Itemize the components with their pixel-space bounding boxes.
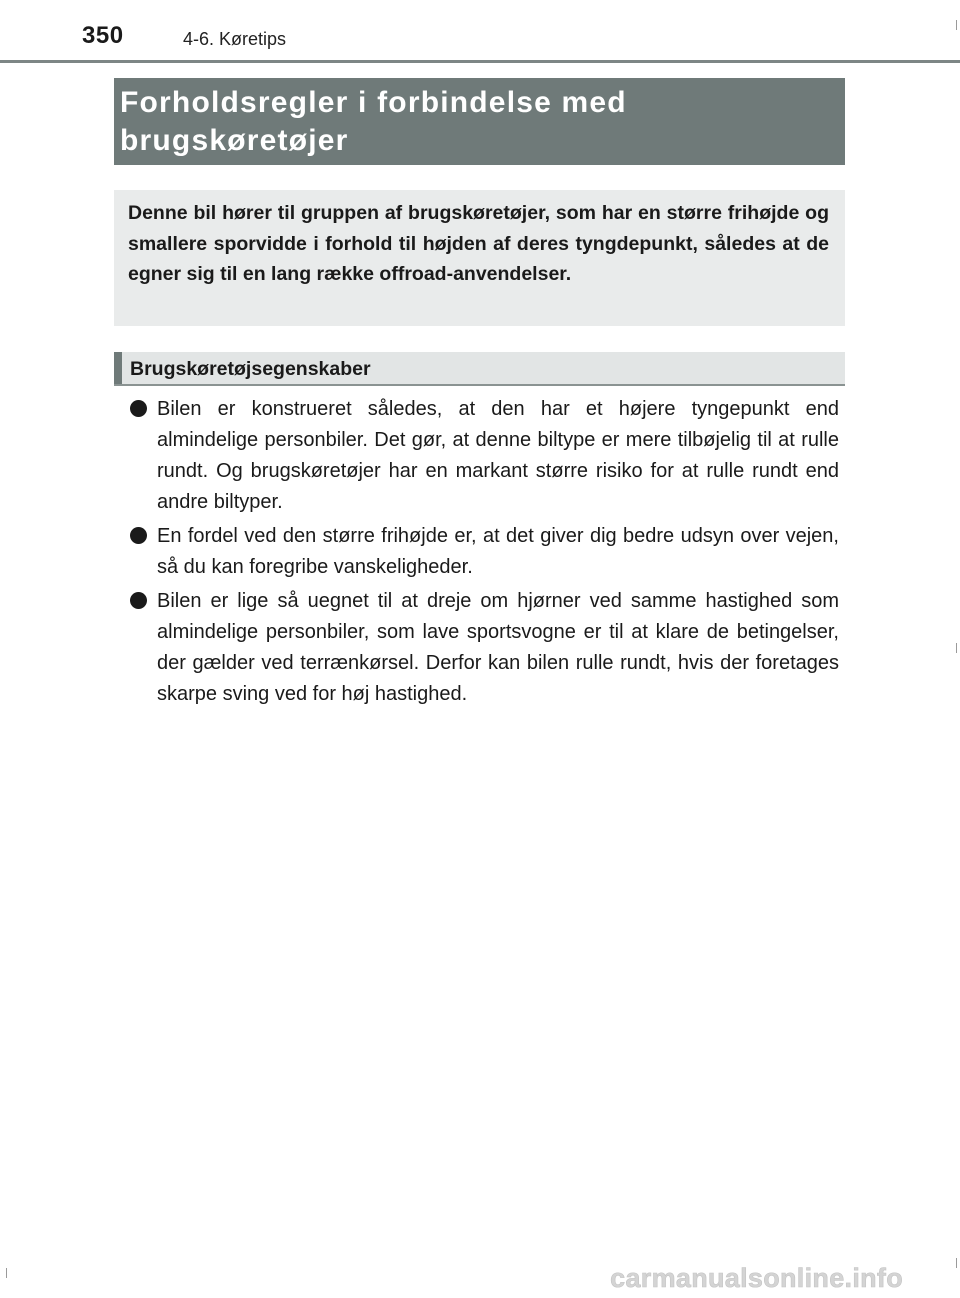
bullet-dot-icon [130, 527, 147, 544]
subheading-text: Brugskøretøjsegenskaber [130, 358, 371, 380]
crop-mark [956, 1258, 957, 1268]
bullet-dot-icon [130, 592, 147, 609]
bullet-text: Bilen er lige så uegnet til at dreje om hjørner ved samme hastighed som almindelige personbiler, som lave sportsvogne er til at klare de betingelser, der gælder ved terrænkørsel. Derfor kan bilen rulle rundt, hvis der foretages skarpe sving ved for høj hastighed. [157, 590, 839, 705]
crop-mark [956, 643, 957, 653]
page-title: Forholdsregler i forbindelse med brugskøretøjer [120, 86, 627, 157]
subheading-accent-bar [114, 352, 122, 384]
bullet-text: En fordel ved den større frihøjde er, at det giver dig bedre udsyn over vejen, så du kan foregribe vanskeligheder. [157, 525, 839, 578]
list-item [128, 394, 839, 518]
bullet-text: Bilen er konstrueret således, at den har et højere tyngepunkt end almindelige personbiler. Det gør, at denne biltype er mere tilbøjelig til at rulle rundt. Og brugskøretøjer har en markant større risiko for at rulle rundt end andre biltyper. [157, 398, 839, 513]
intro-box [114, 190, 845, 326]
list-item [128, 586, 839, 710]
section-label: 4-6. Køretips [183, 29, 287, 49]
title-banner [114, 78, 845, 165]
page-header [0, 0, 960, 64]
list-item [128, 521, 839, 583]
subheading [114, 352, 845, 386]
bullet-dot-icon [130, 400, 147, 417]
intro-text: Denne bil hører til gruppen af brugskøretøjer, som har en større frihøjde og smallere sporvidde i forhold til højden af deres tyngdepunkt, således at de egner sig til en lang række offroad-anvendelser. [128, 202, 829, 285]
bullet-list [128, 394, 839, 713]
header-divider [0, 60, 960, 63]
svg-text:carmanualsonline.info: carmanualsonline.info [610, 1263, 903, 1293]
page-number: 350 [82, 22, 124, 49]
crop-mark [6, 1268, 7, 1278]
